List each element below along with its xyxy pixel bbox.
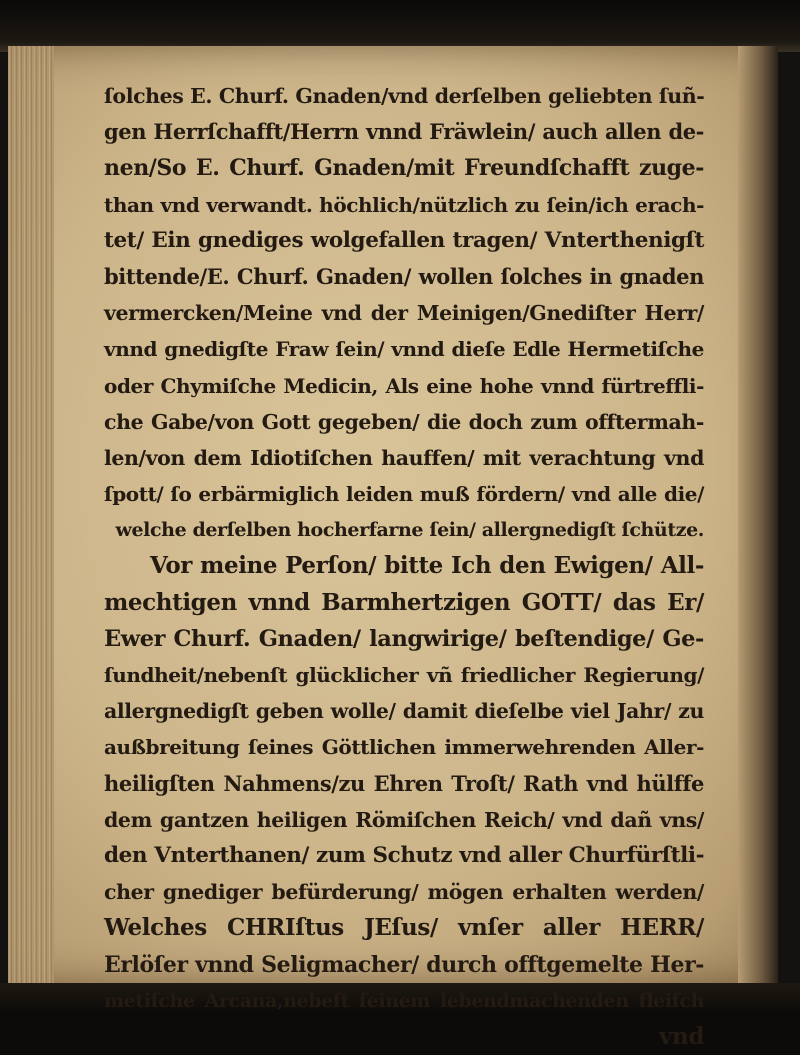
text-line: oder Chymiſche Medicin, Als eine hohe vnnd fürtreffli- (104, 373, 704, 398)
text-line: than vnd verwandt. höchlich/nützlich zu ſein/ich erach- (104, 192, 704, 217)
text-line: Erlöſer vnnd Seligmacher/ durch offtgemelte Her- (104, 951, 704, 978)
text-line: den Vnterthanen/ zum Schutz vnd aller Churfürſtli- (104, 842, 705, 868)
book-binding-top (0, 0, 800, 52)
text-line: ſundheit/nebenſt glücklicher vñ friedlicher Regierung/ (104, 663, 704, 687)
body-text (104, 78, 704, 1055)
text-line: cher gnediger befürderung/ mögen erhalten werden/ (104, 880, 704, 905)
text-line: vermercken/Meine vnd der Meinigen/Gnediſter Herr/ (104, 301, 704, 326)
text-line: ſolches E. Churf. Gnaden/vnd derſelben geliebten ſuñ- (104, 84, 705, 108)
page-edges-left (8, 46, 54, 986)
text-line: dem gantzen heiligen Römiſchen Reich/ vnd dañ vns/ (104, 807, 704, 832)
text-line: welche derſelben hocherfarne ſein/ allergnedigſt ſchütze. (115, 519, 704, 542)
text-line: Welches CHRIſtus JEſus/ vnſer aller HERR/ (104, 914, 704, 942)
text-line: ſpott/ ſo erbärmiglich leiden muß fördern/ vnd alle die/ (104, 482, 704, 507)
text-line: heiligſten Nahmens/zu Ehren Troſt/ Rath vnd hülffe (104, 770, 704, 796)
text-line: che Gabe/von Gott gegeben/ die doch zum offtermah- (104, 409, 704, 434)
text-line: außbreitung ſeines Göttlichen immerwehrenden Aller- (104, 735, 704, 760)
text-line: mechtigen vnnd Barmhertzigen GOTT/ das Er/ (104, 588, 704, 616)
text-line: nen/So E. Churf. Gnaden/mit Freundſchafft zuge- (104, 155, 704, 182)
catchword: vnd (659, 1022, 704, 1050)
text-line: len/von dem Idiotiſchen hauffen/ mit verachtung vnd (104, 445, 704, 470)
text-line: Ewer Churf. Gnaden/ langwirige/ beſtendige/ Ge- (104, 625, 704, 652)
text-line: metiſche Arcana,nebeſt ſeinem lebendmachenden fleiſch (104, 989, 704, 1012)
text-line: bittende/E. Churf. Gnaden/ wollen ſolches in gnaden (104, 263, 704, 289)
text-line: gen Herrſchafft/Herrn vnnd Fräwlein/ auch allen de- (104, 119, 704, 145)
page-gutter-right (738, 46, 778, 986)
text-line-paragraph-start: Vor meine Perſon/ bitte Ich den Ewigen/ All- (150, 552, 704, 580)
text-line: allergnedigſt geben wolle/ damit dieſelbe viel Jahr/ zu (104, 699, 704, 724)
text-line: vnnd gnedigſte Fraw ſein/ vnnd dieſe Edle Hermetiſche (104, 337, 704, 362)
text-line: tet/ Ein gnediges wolgefallen tragen/ Vnterthenigſt (104, 227, 704, 253)
